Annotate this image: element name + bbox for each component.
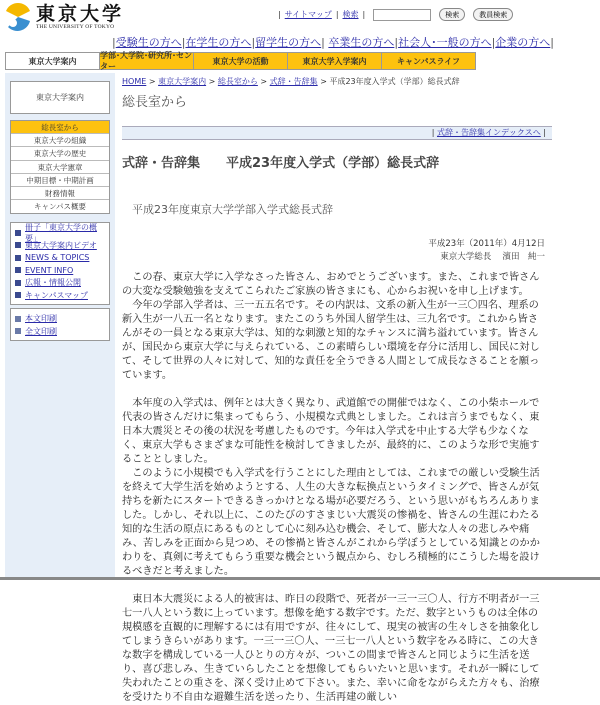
sidebar — [5, 73, 115, 580]
utility-bar: | サイトマップ | 検索 | 検索 教員検索 — [278, 8, 513, 21]
speech-date: 平成23年（2011年）4月12日 — [428, 239, 545, 249]
ginkgo-logo-icon — [4, 3, 32, 31]
index-bar: | 式辞・告辞集インデックスへ | — [122, 126, 552, 140]
page-title: 式辞・告辞集 平成23年度入学式（学部）総長式辞 — [122, 156, 440, 171]
faculty-search-button[interactable]: 教員検索 — [473, 8, 513, 21]
main-tabs — [5, 52, 476, 70]
sidebar-link[interactable]: 広報・情報公開 — [25, 278, 81, 288]
university-logo[interactable] — [4, 3, 124, 31]
section-title: 総長室から — [122, 95, 188, 110]
speech-body — [122, 271, 542, 705]
paragraph: 今年の学部入学者は、三一五五名です。その内訳は、文系の新入生が一三〇四名、理系の新入生が一八五一名となります。またこのうち外国人留学生は、三九名です。これから皆さんがその一員となる東京大学は、知的な刺激と知的なチャンスに満ち溢れています。皆さんが、国民から東京大学に与えられている、この素晴らしい環境を存分に活用し、国民に対して、そして世界の人々に対して、知的な責任を全うできる人間として成長なさることを願っています。 — [122, 300, 540, 381]
paragraph: 東日本大震災による人的被害は、昨日の段階で、死者が一三一三〇人、行方不明者が一三七一八人という数に上っています。想像を絶する数字です。ただ、数字というものは全体の規模感を直観的に理解するには有用ですが、往々にして、現実の被害の生々しさを抽象化してしまうきらいがあります。一三一三〇人、一三七一八人という数字をみる時に、この大きな数字を構成している一人ひとりの方々が、ついこの間まで皆さんと同じように生活を送り、喜び悲しみ、生きていらしたことを想像してもらいたいと思います。それが一瞬にして失われたことの重さを、深く受け止めて下さい。また、幸いに命をながらえた方々も、治療を受けたり不自由な避難生活を送ったり、生活再建の厳しい — [122, 594, 540, 703]
logo-text: 東京大学 — [36, 3, 125, 25]
paragraph: 本年度の入学式は、例年とは大きく異なり、武道館での開催ではなく、この小柴ホールで代表の皆さんだけに集まってもらう、小規模な式典としました。これは言うまでもなく、東日本大震災とその後の状況を考慮したものです。今年は入学式を中止する大学も少なくなく、東京大学もさまざまな可能性を検討してきましたが、最終的に、このような形で実施することとしました。 — [122, 398, 540, 465]
paragraph: この春、東京大学に入学なさった皆さん、おめでとうございます。また、これまで皆さんの大変な受験勉強を支えてこられたご家族の皆さまにも、心からお祝いを申し上げます。 — [122, 272, 540, 297]
print-all-link[interactable]: 全文印刷 — [25, 326, 57, 336]
sidebar-links — [10, 222, 110, 305]
audience-link[interactable]: 社会人･一般の方へ — [398, 36, 492, 49]
search-button[interactable]: 検索 — [439, 8, 465, 21]
speech-author: 東京大学総長 濱田 純一 — [440, 252, 545, 262]
sidebar-link[interactable]: NEWS & TOPICS — [25, 253, 90, 263]
sidebar-item-organization[interactable]: 東京大学の組織 — [11, 134, 109, 147]
bullet-icon — [15, 230, 21, 236]
breadcrumb-current: 平成23年度入学式（学部）総長式辞 — [329, 77, 460, 86]
breadcrumb-link[interactable]: 式辞・告辞集 — [269, 77, 318, 86]
breadcrumb-link[interactable]: 総長室から — [217, 77, 258, 86]
search-input[interactable] — [373, 9, 431, 21]
breadcrumb: HOME > 東京大学案内 > 総長室から > 式辞・告辞集 > 平成23年度入学式（学部）総長式辞 — [122, 77, 460, 86]
print-links — [10, 308, 110, 341]
bullet-icon — [15, 255, 21, 261]
audience-link[interactable]: 企業の方へ — [495, 36, 551, 49]
audience-link[interactable]: 受験生の方へ — [115, 36, 182, 49]
bullet-icon — [15, 242, 21, 248]
sidebar-menu — [10, 120, 110, 214]
sidebar-item-campus[interactable]: キャンパス概要 — [11, 200, 109, 213]
tab-about[interactable]: 東京大学案内 — [5, 53, 99, 69]
speech-meta — [122, 238, 552, 264]
bullet-icon — [15, 267, 21, 273]
speech-subtitle: 平成23年度東京大学学部入学式総長式辞 — [132, 203, 333, 216]
tab-campus-life[interactable]: キャンパスライフ — [381, 53, 476, 69]
index-link[interactable]: 式辞・告辞集インデックスへ — [436, 128, 541, 137]
paragraph: このように小規模でも入学式を行うことにした理由としては、これまでの厳しい受験生活を終えて大学生活を始めようとする、人生の大きな転換点というタイミングで、皆さんが気持ちを新たにスタートできるきっかけとなる場が必要だろう、という思いがもちろんありました。しかし、それ以上に、このたびのすさまじい大震災の惨禍を、皆さんの生涯にわたる知的な生活の原点にあるものとして心に刻み込む機会、そして、膨大な人々の悲しみや痛み、苦しみを正面から見つめ、その惨禍と皆さんがこれから学ぼうとしている知識とのかかわりを、真剣に考えてもらう重要な機会という観点から、むしろ積極的にこうした場を設けるべきだと考えました。 — [122, 468, 540, 577]
sidebar-item-charter[interactable]: 東京大学憲章 — [11, 161, 109, 174]
breadcrumb-link[interactable]: 東京大学案内 — [158, 77, 207, 86]
sidebar-item-president[interactable]: 総長室から — [11, 121, 109, 134]
search-link[interactable]: 検索 — [342, 10, 359, 19]
tab-faculties[interactable]: 学部･大学院･研究所･センター — [100, 51, 192, 71]
breadcrumb-link[interactable]: HOME — [122, 77, 147, 86]
sidebar-item-plan[interactable]: 中期目標・中期計画 — [11, 174, 109, 187]
print-icon — [15, 328, 21, 334]
sidebar-title: 東京大学案内 — [10, 81, 110, 114]
sidebar-link[interactable]: 東京大学案内ビデオ — [25, 240, 97, 250]
audience-nav: |受験生の方へ|在学生の方へ|留学生の方へ| 卒業生の方へ|社会人･一般の方へ|企業の方へ| — [112, 36, 555, 49]
sidebar-item-finance[interactable]: 財務情報 — [11, 187, 109, 200]
tab-admissions[interactable]: 東京大学入学案内 — [287, 53, 381, 69]
audience-link[interactable]: 在学生の方へ — [185, 36, 252, 49]
sidebar-link[interactable]: キャンパスマップ — [25, 290, 88, 300]
sidebar-link[interactable]: EVENT INFO — [25, 265, 74, 275]
audience-link[interactable]: 留学生の方へ — [255, 36, 322, 49]
logo-subtext: THE UNIVERSITY OF TOKYO — [36, 24, 115, 30]
bullet-icon — [15, 280, 21, 286]
tab-activities[interactable]: 東京大学の活動 — [193, 53, 287, 69]
main-content — [122, 76, 552, 705]
bullet-icon — [15, 292, 21, 298]
sidebar-link[interactable]: 冊子「東京大学の概要」 — [25, 222, 97, 243]
audience-link[interactable]: 卒業生の方へ — [328, 36, 395, 49]
print-icon — [15, 316, 21, 322]
print-body-link[interactable]: 本文印刷 — [25, 314, 57, 324]
sitemap-link[interactable]: サイトマップ — [284, 10, 332, 19]
sidebar-item-history[interactable]: 東京大学の歴史 — [11, 147, 109, 160]
